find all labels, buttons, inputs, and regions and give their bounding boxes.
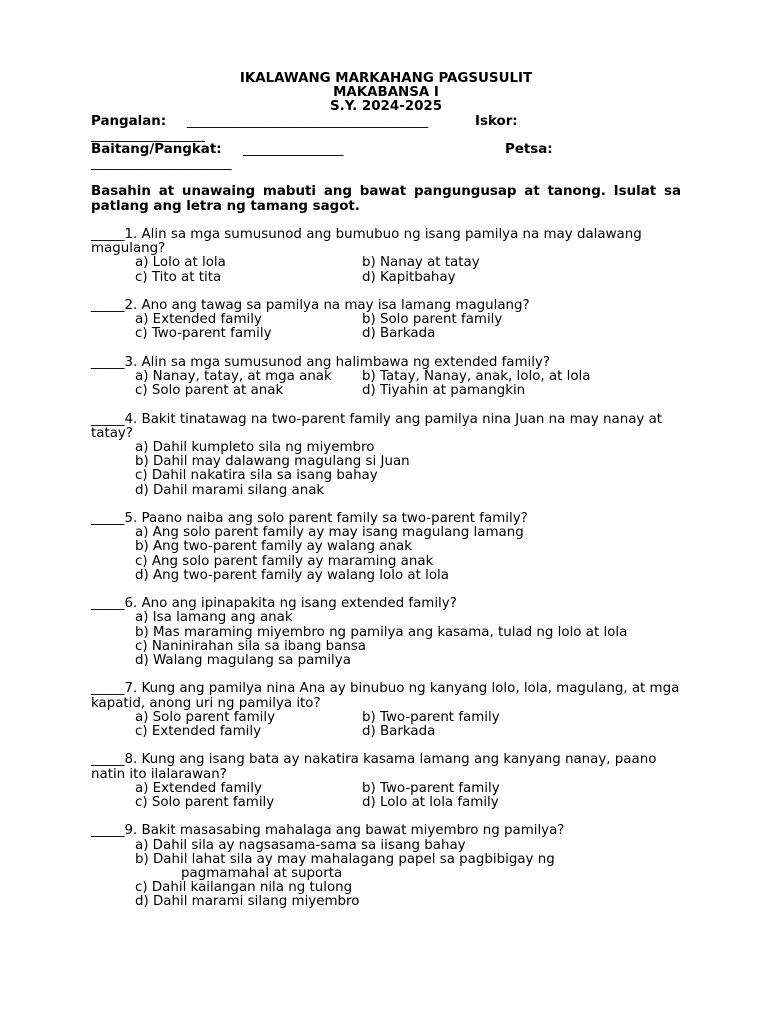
option-b: b) Dahil lahat sila ay may mahalagang papel sa pagbibigay ng — [135, 851, 555, 867]
option-b: b) Solo parent family — [362, 312, 503, 328]
question-options — [91, 782, 681, 810]
option-c: c) Extended family — [135, 723, 262, 739]
option-b: b) Two-parent family — [362, 709, 500, 725]
option-d: d) Walang magulang sa pamilya — [135, 652, 351, 668]
option-b: b) Ang two-parent family ay walang anak — [135, 539, 412, 555]
question-8 — [91, 753, 681, 810]
option-b: b) Two-parent family — [362, 780, 500, 796]
question-text: _____6. Ano ang ipinapakita ng isang extended family? — [91, 596, 457, 612]
option-b: b) Dahil may dalawang magulang si Juan — [135, 454, 410, 470]
instructions: Basahin at unawaing mabuti ang bawat pangungusap at tanong. Isulat sa patlang ang letra ng tamang sagot. — [91, 184, 681, 214]
option-a: a) Nanay, tatay, at mga anak — [135, 368, 332, 384]
option-c: c) Solo parent at anak — [135, 383, 284, 399]
question-9 — [91, 824, 681, 909]
date-field-line[interactable]: _____________________ — [91, 156, 232, 172]
option-d: d) Ang two-parent family ay walang lolo at lola — [135, 567, 449, 583]
option-a: a) Dahil kumpleto sila ng miyembro — [135, 439, 375, 455]
score-label: Iskor: — [475, 113, 518, 129]
option-c: c) Solo parent family — [135, 794, 275, 810]
score-field-line[interactable]: _________________ — [91, 127, 205, 143]
option-d: d) Lolo at lola family — [362, 794, 499, 810]
option-b: b) Mas maraming miyembro ng pamilya ang kasama, tulad ng lolo at lola — [135, 624, 628, 640]
option-c: c) Dahil nakatira sila sa isang bahay — [135, 468, 378, 484]
option-a: a) Lolo at lola — [135, 255, 226, 271]
name-field-line[interactable]: ____________________________________ — [187, 113, 429, 129]
option-b: b) Tatay, Nanay, anak, lolo, at lola — [362, 368, 591, 384]
question-options — [91, 711, 681, 739]
grade-date-row — [91, 143, 681, 157]
question-options — [91, 313, 681, 341]
name-label: Pangalan: — [91, 113, 167, 129]
option-a: a) Dahil sila ay nagsasama-sama sa iisang bahay — [135, 837, 466, 853]
question-text: _____7. Kung ang pamilya nina Ana ay binubuo ng kanyang lolo, lola, magulang, at mga kapatid, anong uri ng pamilya ito? — [91, 681, 680, 711]
question-7 — [91, 682, 681, 739]
question-6 — [91, 597, 681, 668]
option-c: c) Dahil kailangan nila ng tulong — [135, 880, 353, 896]
date-label: Petsa: — [505, 141, 553, 157]
option-d: d) Barkada — [362, 326, 436, 342]
question-options — [91, 370, 681, 398]
question-text: _____5. Paano naiba ang solo parent family sa two-parent family? — [91, 510, 528, 526]
date-line-row — [91, 157, 681, 171]
option-a: a) Solo parent family — [135, 709, 276, 725]
option-a: a) Extended family — [135, 780, 262, 796]
option-a: a) Extended family — [135, 312, 262, 328]
option-c: c) Two-parent family — [135, 326, 272, 342]
option-a: a) Ang solo parent family ay may isang magulang lamang — [135, 525, 524, 541]
question-5 — [91, 512, 681, 583]
question-3 — [91, 356, 681, 399]
question-text: _____2. Ano ang tawag sa pamilya na may isa lamang magulang? — [91, 297, 530, 313]
grade-label: Baitang/Pangkat: — [91, 141, 222, 157]
option-c: c) Ang solo parent family ay maraming anak — [135, 553, 434, 569]
option-d: d) Dahil marami silang miyembro — [135, 894, 360, 910]
question-text: _____1. Alin sa mga sumusunod ang bumubuo ng isang pamilya na may dalawang magulang? — [91, 226, 642, 257]
option-d: d) Dahil marami silang anak — [135, 482, 325, 498]
question-text: _____4. Bakit tinatawag na two-parent family ang pamilya nina Juan na may nanay at tatay? — [91, 411, 663, 441]
question-1 — [91, 228, 681, 285]
option-d: d) Tiyahin at pamangkin — [362, 383, 526, 399]
school-year: S.Y. 2024-2025 — [329, 99, 443, 115]
name-score-row — [91, 115, 681, 129]
option-a: a) Isa lamang ang anak — [135, 610, 293, 626]
question-text: _____9. Bakit masasabing mahalaga ang bawat miyembro ng pamilya? — [91, 823, 565, 839]
subject-title: MAKABANSA I — [333, 85, 439, 101]
question-4 — [91, 413, 681, 498]
option-b-continued: pagmamahal at suporta — [181, 865, 343, 881]
question-text: _____3. Alin sa mga sumusunod ang halimbawa ng extended family? — [91, 354, 551, 370]
option-c: c) Naninirahan sila sa ibang bansa — [135, 638, 366, 654]
question-options — [91, 256, 681, 284]
option-c: c) Tito at tita — [135, 269, 222, 285]
exam-sheet — [91, 72, 681, 910]
score-line-row — [91, 129, 681, 143]
option-d: d) Barkada — [362, 723, 436, 739]
option-b: b) Nanay at tatay — [362, 255, 480, 271]
question-2 — [91, 299, 681, 342]
grade-field-line[interactable]: _______________ — [243, 141, 344, 157]
question-text: _____8. Kung ang isang bata ay nakatira kasama lamang ang kanyang nanay, paano natin ito ilalarawan? — [91, 752, 657, 782]
option-d: d) Kapitbahay — [362, 269, 456, 285]
exam-title: IKALAWANG MARKAHANG PAGSUSULIT — [239, 71, 533, 86]
